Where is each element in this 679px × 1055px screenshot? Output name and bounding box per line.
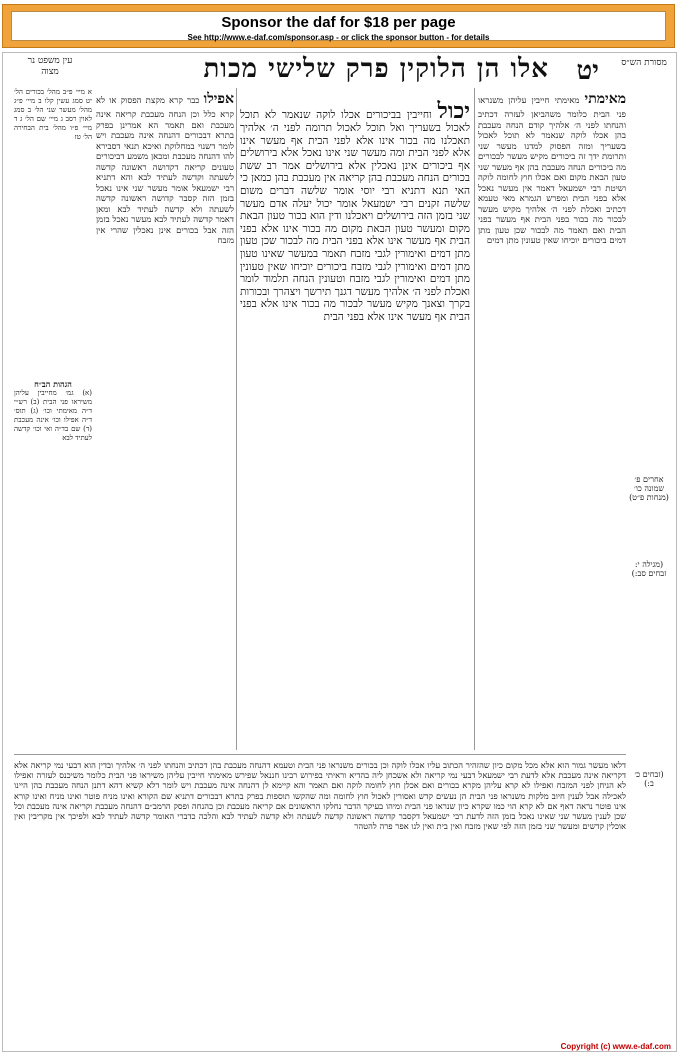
column-divider [236,88,237,750]
tosafot-commentary [96,88,234,748]
rashi-body: מאימתי חייבין עליהן משנראו פני הבית כלומר משהביאן לעזרה דכתיב והנחתו לפני ה׳ אלהיך קודם הנחה מעכבת בהן אכלו לוקה שנאמר לא תוכל לאכול בשעריך ומזה הפסוק למדנו מעשר שני ותרומת ידך זה ביכורים מקיש מעשר לבכורים מה ביכורים הנחה מעכבת בהן אף מעשר שני טעון הבאת מקום ואם אכלו חוץ לחומה לוקה ושיטת רבי ישמעאל דאמר אין מעשר נאכל אלא בפני הבית ומפרש הגמרא מאי טעמא דכתיב ואכלת לפני ה׳ אלהיך מקיש מעשר לבכור מה בכור בפני הבית אף מעשר בפני הבית ואם תאמר מה לבכור שכן טעון מתן דמים ביכורים יוכיחו שאין טעונין מתן דמים [478,96,626,246]
column-divider [474,88,475,750]
margin-reference: (זבחים כ׳ ב:) [634,770,664,788]
margin-reference: אחרים פ׳ שמונה כו׳ (מנחות פ״ט) [629,475,669,502]
gemara-opening-word: יכול [437,100,470,124]
bottom-commentary: דלאו מעשר גמור הוא אלא מכל מקום כיון שהזהיר הכתוב עליו אכלו לוקה וכן בכורים משנראו פני הבית וטעמא דהנחה מעכבת בהן דכתיב והנחתו לפני ה׳ אלהיך ובדין הוא דבעי נמי קריאה אלא דקריאה אינה מעכבת אלא לדעת רבי ישמעאל דבעי נמי קריאה ולא אשכחן ליה בהדיא וראיתי בפירוש רבינו חננאל שפירש מאימתי חייבין עליהן משיראו פני הבית כלומר משיכנס לעזרה ואפילו לא הניחן לפני המזבח ואפילו לא קרא עליהן מקרא בכורים ואם אכלן חוץ לחומה לוקה ואם תאמר והא קיימא לן דהנחה אינה מעכבת ויש לומר דלא קשיא דהא דתנן הנחה מעכבת בהן היינו לאכילה אבל לענין חיוב מלקות משנראו פני הבית הן נעשים קדש ואסורין לאכול חוץ לחומה ומה שהקשו תוספות בפרק בתרא דבכורים דתניא שם הקורא ואינו מניח פוטר ואינו מניח ואינו קורא אינו פוטר נראה דאף אם לא קרא הוי כמו שקרא כיון שנראו פני הבית ומיהו בעיקר הדבר נחלקו הראשונים אם קריאה מעכבת וכן בהנחה ופסק הרמב״ם דהנחה מעכבת וקריאה אינה מעכבת וכל שכן לענין מעשר שני שאינו נאכל בזמן הזה לדעת רבי ישמעאל דקסבר קדושה ראשונה קדשה לשעתה ולא קדשה לעתיד לבא והלכה כדברי האומר קדשה לעתיד לבא ולפיכך אין מקריבין ואין אוכלין קדשים ומעשר שני בזמן הזה לפי שאין מזבח ואין בית ואין לנו אפר פרה להטהר [14,760,626,832]
rashi-commentary [478,88,626,748]
masoret-hashas-label: מסורת הש״ס [621,58,667,68]
rashi-opening-word: מאימתי [584,91,626,107]
gemara-text [240,100,470,750]
hagahot-habach [14,380,92,740]
ein-mishpat-references: א מיי׳ פ״ב מהל׳ בכורים הל׳ יט סמג עשין קלו ב מיי׳ פ״ג מהל׳ מעשר שני הל׳ ב סמג לאוין רסב ג מיי׳ שם הל׳ ג ד מיי׳ פ״ו מהל׳ בית הבחירה הל׳ טז [14,88,92,141]
sponsor-banner-title[interactable]: Sponsor the daf for $18 per page [221,14,456,31]
tosafot-body: כבר קרא מקצת הפסוק או לא קרא כלל וכן הנחה מעכבת קריאה אינה מעכבת ואם תאמר הא אמרינן בפרק בתרא דבכורים דהנחה אינה מעכבת ויש לומר דשנוי במחלוקת ואיכא תנאי דסבירא להו דהנחה מעכבת ומכאן משמע דביכורים טעונים קריאה דקדושה ראשונה קדשה לשעתה וקדשה לעתיד לבא והא דתניא רבי ישמעאל אומר מעשר שני אינו נאכל בזמן הזה קסבר קדושה ראשונה קדשה לשעתה ולא קדשה לעתיד לבא ומאן דאמר קדשה לעתיד לבא מעשר נאכל בזמן הזה אבל בכורים אינן נאכלין שהרי אין מזבח [96,96,234,246]
gemara-body: וחייבין בביכורים אכלו לוקה שנאמר לא תוכל לאכול בשעריך ואל תוכל לאכול תרומה לפני ה׳ אלהיך תאכלנו מה בכור אינו אלא לפני הבית אף מעשר אינו אלא לפני הבית ומה מעשר שני אינו נאכל אלא בירושלים אף ביכורים אינן נאכלין אלא בירושלים אמר רב ששת בכורים הנחה מעכבת בהן קריאה אין מעכבת בהן כמאן כי האי תנא דתניא רבי יוסי אומר שלשה דברים משום שלשה זקנים רבי ישמעאל אומר יכול יעלה אדם מעשר שני בזמן הזה בירושלים ויאכלנו ודין הוא בכור טעון הבאת מקום ומעשר טעון הבאת מקום מה בכור אינו אלא בפני הבית אף מעשר אינו אלא בפני הבית מה לבכור שכן טעון מתן דמים ואימורין לגבי מזבח תאמר במעשר שאינו טעון מתן דמים ואימורין לגבי מזבח ביכורים יוכיחו שאין טעונין מתן דמים ואימורין לגבי מזבח וטעונין הנחה תלמוד לומר ואכלת לפני ה׳ אלהיך מעשר דגנך תירשך ויצהרך ובכורות בקרך וצאנך מקיש מעשר לבכור מה בכור אינו אלא בפני הבית אף מעשר אינו אלא בפני הבית [240,109,470,323]
hagahot-title: הגהות הב״ח [34,380,72,389]
ein-mishpat-label: עין משפט נר מצוה [27,56,73,77]
margin-reference: (מגילה י: זבחים סב:) [631,560,667,578]
hagahot-body: (א) גמ׳ מחייבין עליהן משיראו פני הבית (ב) רש״י ד״ה מאימתי וכו׳ (ג) תוס׳ ד״ה אפילו וכו׳ אינה מעכבת (ד) שם בד״ה ואי וכו׳ קדשה לעתיד לבא [14,389,92,442]
page-number: יט [576,56,599,86]
sponsor-banner-subtitle[interactable]: See http://www.e-daf.com/sponsor.asp - or click the sponsor button - for details [187,33,490,42]
page-header [0,52,679,86]
section-divider [14,754,626,755]
tosafot-opening-word: אפילו [203,91,234,107]
page-title: אלו הן הלוקין פרק שלישי מכות [203,54,549,84]
sponsor-banner[interactable] [2,4,675,48]
sponsor-banner-inner[interactable] [11,11,666,41]
copyright-link[interactable]: Copyright (c) www.e-daf.com [560,1042,671,1051]
